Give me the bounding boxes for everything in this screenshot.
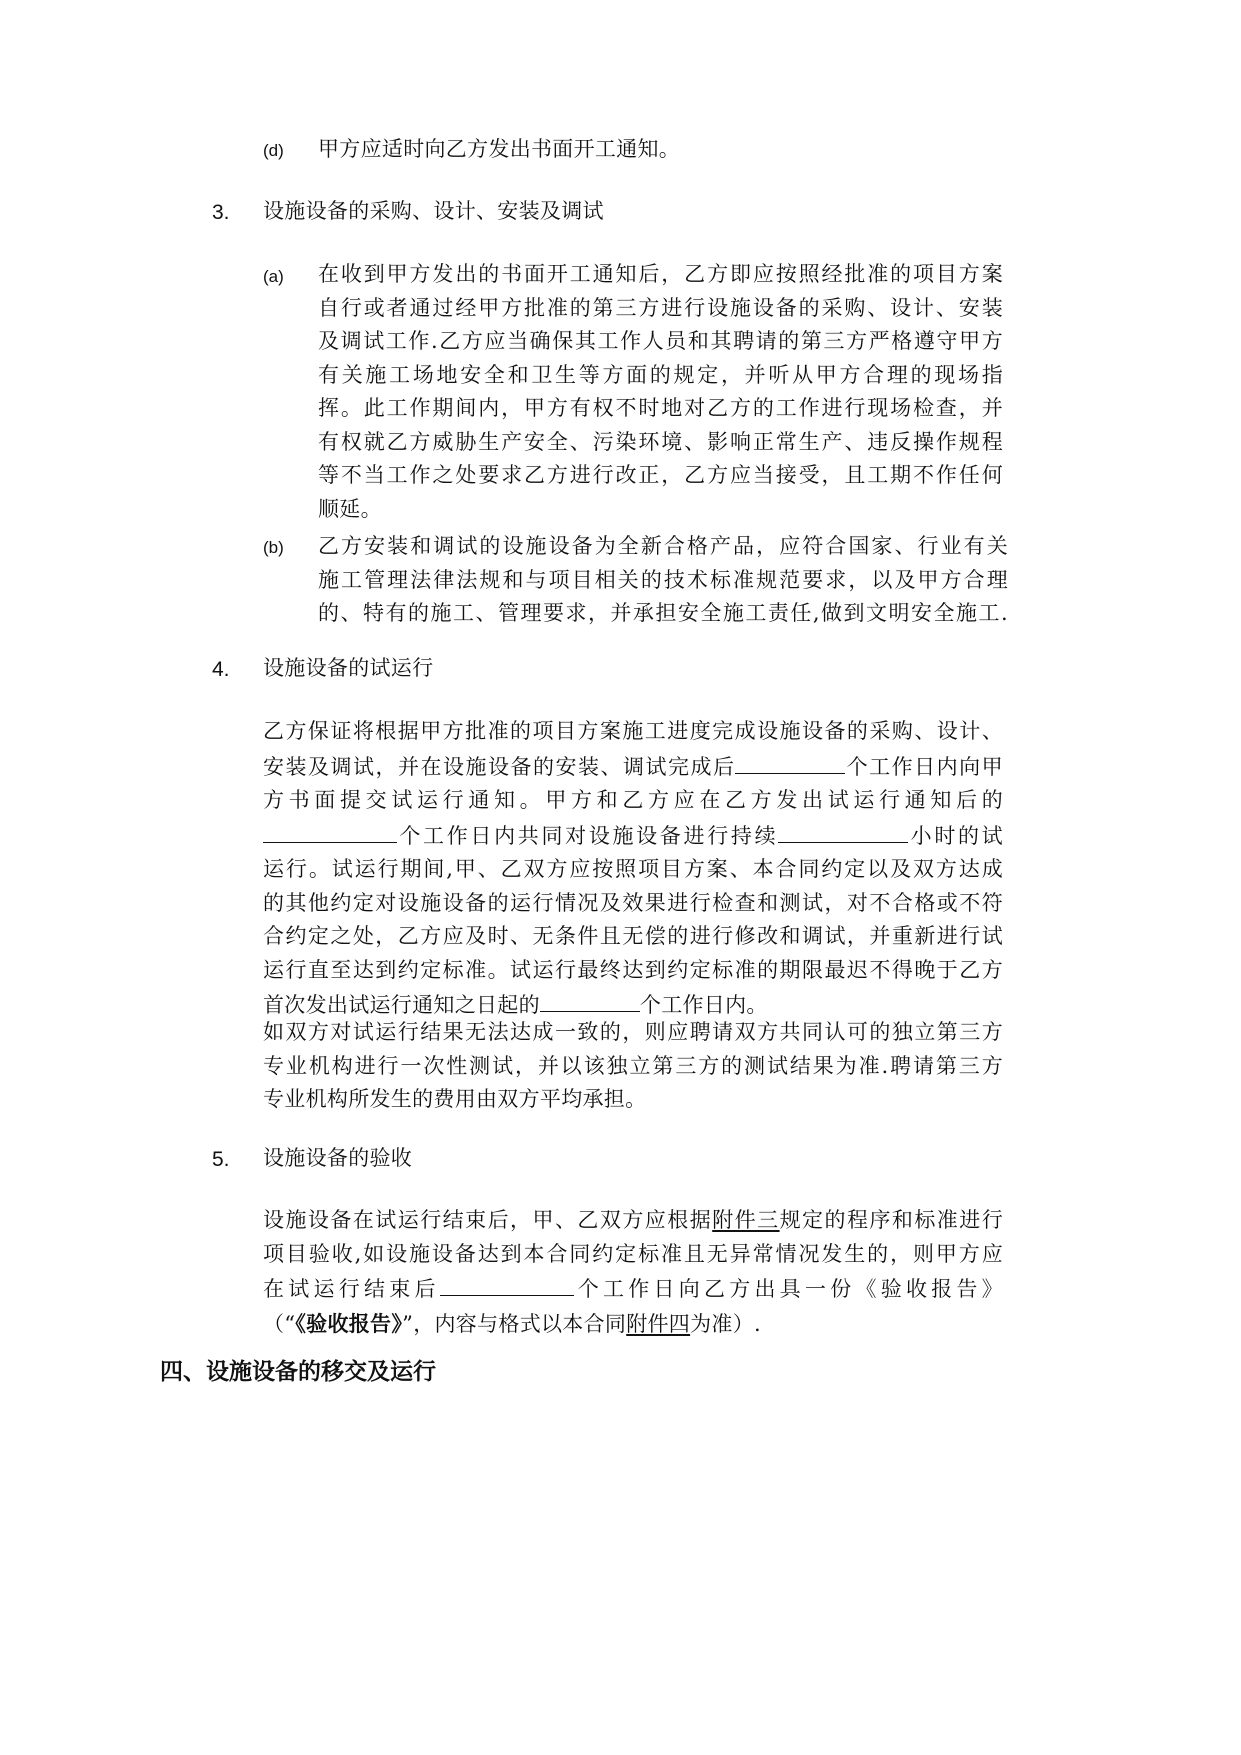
item-label-b: (b): [263, 538, 284, 557]
section-3-number: 3.: [212, 201, 230, 224]
annex-3-reference[interactable]: 附件三: [712, 1208, 780, 1232]
chapter-heading: 四、设施设备的移交及运行: [160, 1359, 436, 1385]
acceptance-report-term: 《验收报告》: [295, 1310, 403, 1336]
section-4-paragraph-2: 如双方对试运行结果无法达成一致的，则应聘请双方共同认可的独立第三方 专业机构进行一次性测试，并以该独立第三方的测试结果为准.聘请第三方 专业机构所发生的费用由双方平均承担。: [263, 1020, 1003, 1111]
section-5-paragraph: 设施设备在试运行结束后，甲、乙双方应根据附件三规定的程序和标准进行 项目验收,如设施设备达到本合同约定标准且无异常情况发生的，则甲方应 在试运行结束后 个工作日向乙方出具一份《验收报告》 （“《验收报告》”，内容与格式以本合同附件四为准）.: [263, 1208, 1004, 1336]
item-label-a: (a): [263, 267, 284, 286]
item-b-paragraph: 乙方安装和调试的设施设备为全新合格产品，应符合国家、行业有关 施工管理法律法规和与项目相关的技术标准规范要求，以及甲方合理 的、特有的施工、管理要求，并承担安全施工责任,做到文明安全施工.: [318, 534, 1008, 625]
blank-field: [735, 749, 845, 774]
annex-4-reference[interactable]: 附件四: [626, 1311, 691, 1336]
blank-field: [263, 818, 397, 843]
section-4-number: 4.: [212, 658, 230, 681]
item-d-text: 甲方应适时向乙方发出书面开工通知。: [318, 137, 681, 161]
blank-field: [778, 818, 908, 843]
section-4-paragraph-1: 乙方保证将根据甲方批准的项目方案施工进度完成设施设备的采购、设计、 安装及调试，并在设施设备的安装、调试完成后 个工作日内向甲 方书面提交试运行通知。甲方和乙方应在乙方发出试运行通知后的 个工作日内共同对设施设备进行持续 小时的试 运行。试运行期间,甲、乙双方应按照项目方案、本合同约定以及双方达成 的其他约定对设施设备的运行情况及效果进行检查和测试，对不合格或不符 合约定之处，乙方应及时、无条件且无偿的进行修改和调试，并重新进行试 运行直至达到约定标准。试运行最终达到约定标准的期限最迟不得晚于乙方 首次发出试运行通知之日起的 个工作日内。: [263, 719, 1003, 1017]
item-a-paragraph: 在收到甲方发出的书面开工通知后，乙方即应按照经批准的项目方案 自行或者通过经甲方批准的第三方进行设施设备的采购、设计、安装 及调试工作.乙方应当确保其工作人员和其聘请的第三方严格遵守甲方 有关施工场地安全和卫生等方面的规定，并听从甲方合理的现场指 挥。此工作期间内，甲方有权不时地对乙方的工作进行现场检查，并 有权就乙方威胁生产安全、污染环境、影响正常生产、违反操作规程 等不当工作之处要求乙方进行改正，乙方应当接受，且工期不作任何 顺延。: [318, 262, 1003, 521]
section-5-number: 5.: [212, 1148, 230, 1171]
section-3-title: 设施设备的采购、设计、安装及调试: [263, 199, 604, 223]
blank-field: [540, 987, 640, 1012]
item-label-d: (d): [263, 141, 284, 160]
section-5-title: 设施设备的验收: [263, 1146, 413, 1170]
blank-field: [440, 1271, 574, 1296]
section-4-title: 设施设备的试运行: [263, 656, 434, 680]
